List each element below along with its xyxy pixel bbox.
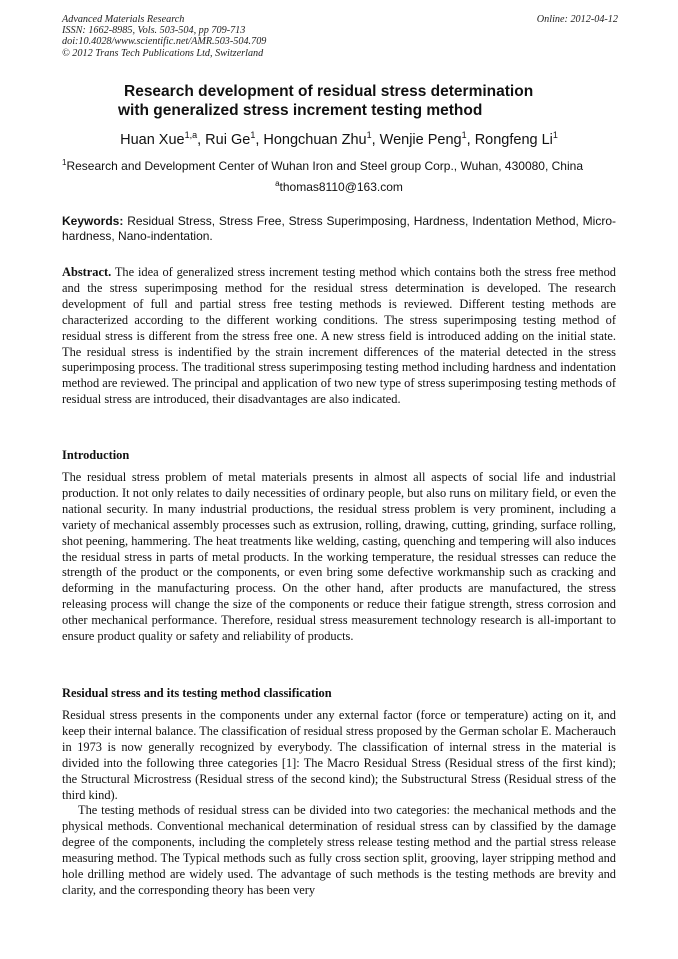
copyright-line: © 2012 Trans Tech Publications Ltd, Switzerland [62,47,264,59]
author: Rongfeng Li$^1$ [474,130,558,148]
abstract [62,265,616,408]
abstract-label: Abstract. [62,265,112,279]
journal-header [62,14,618,59]
author: Huan Xue$^{1,a}$, [120,130,206,148]
keywords-text: Residual Stress, Stress Free, Stress Superimposing, Hardness, Indentation Method, Micro-hardness, Nano-indentation. [62,214,616,243]
author-list [0,130,678,148]
keywords [62,214,616,243]
keywords-label: Keywords: [62,214,124,228]
paragraph: Residual stress presents in the components under any external factor (force or temperature) acting on it, and keep their internal balance. The classification of residual stress proposed by the German scholar E. Macherauch in 1973 is now generally recognized by everybody. The classification of internal stress in the material is divided into the following three categories [1]: The Macro Residual Stress (Residual stress of the first kind); the Structural Microstress (Residual stress of the second kind); the Substructural Stress (Residual stress of the third kind). [62,708,616,802]
section-heading-introduction: Introduction [62,448,130,462]
paper-title [62,82,618,120]
author: Hongchuan Zhu$^1$, [263,130,380,148]
author-email: $^a$thomas8110@163.com [275,179,403,194]
paragraph: The testing methods of residual stress can be divided into two categories: the mechanical methods and the physical methods. Conventional mechanical determination of residual stress can by classified by the damage degree of the components, including the completely stress release testing method and the partial stress release measuring method. The Typical methods such as fully cross section split, grooving, layer stripping method and hole drilling method are widely used. The advantage of such methods is the testing methods are brevity and clarity, and the corresponding theory has been very [62,803,616,897]
title-line-1: Research development of residual stress determination [124,83,534,100]
introduction-paragraph: The residual stress problem of metal materials presents in almost all aspects of social life and industrial production. It not only relates to daily necessities of ordinary people, but also runs on military field, or even the national security. In many industrial productions, the residual stress problem is very prominent, including a variety of mechanical assembly processes such as extrusion, rolling, drawing, cutting, grinding, surface rolling, shot peening, hammering. The heat treatments like welding, casting, quenching and tempering will also induces the residual stress in parts of metal products. In the working temperature, the residual stresses can reduce the strength of the product or the components, or even bring some defective workmanship such as cracking and deforming in the manufacturing process. On the other hand, after products are manufactured, the stress releasing process will change the size of the components or reduce their fatigue strength, stress corrosion and other mechanical performance. Therefore, residual stress measurement technology research is all-important to ensure product quality or safety and reliability of products. [62,470,616,644]
issn-line: ISSN: 1662-8985, Vols. 503-504, pp 709-713 [62,25,246,37]
affiliation: $^1$Research and Development Center of Wuhan Iron and Steel group Corp., Wuhan, 430080, China [62,158,583,173]
author: Wenjie Peng$^1$, [379,130,475,148]
abstract-text: The idea of generalized stress increment testing method which contains both the stress free method and the stress superimposing method for the residual stress determination is developed. The research development of full and partial stress free testing methods is reviewed. Different testing methods are characterized according to the different working conditions. The stress superimposing testing method of residual stress is different from the stress free one. A new stress field is introduced adding on the initial state. The residual stress is indentified by the strain increment differences of the material detected in the stress superimposing process. The traditional stress superimposing testing method including hardness and indentation method are reviewed. The principal and application of two new type of stress superimposing testing methods of residual stress are introduced, their disadvantages are also indicated. [62,265,616,407]
title-line-2: with generalized stress increment testing method [118,102,483,119]
online-date: Online: 2012-04-12 [536,14,618,25]
doi-line: doi:10.4028/www.scientific.net/AMR.503-504.709 [62,36,267,48]
author: Rui Ge$^1$, [205,130,264,148]
journal-name: Advanced Materials Research [62,14,185,25]
residual-stress-section [62,708,616,899]
section-heading-residual-stress: Residual stress and its testing method classification [62,686,332,700]
